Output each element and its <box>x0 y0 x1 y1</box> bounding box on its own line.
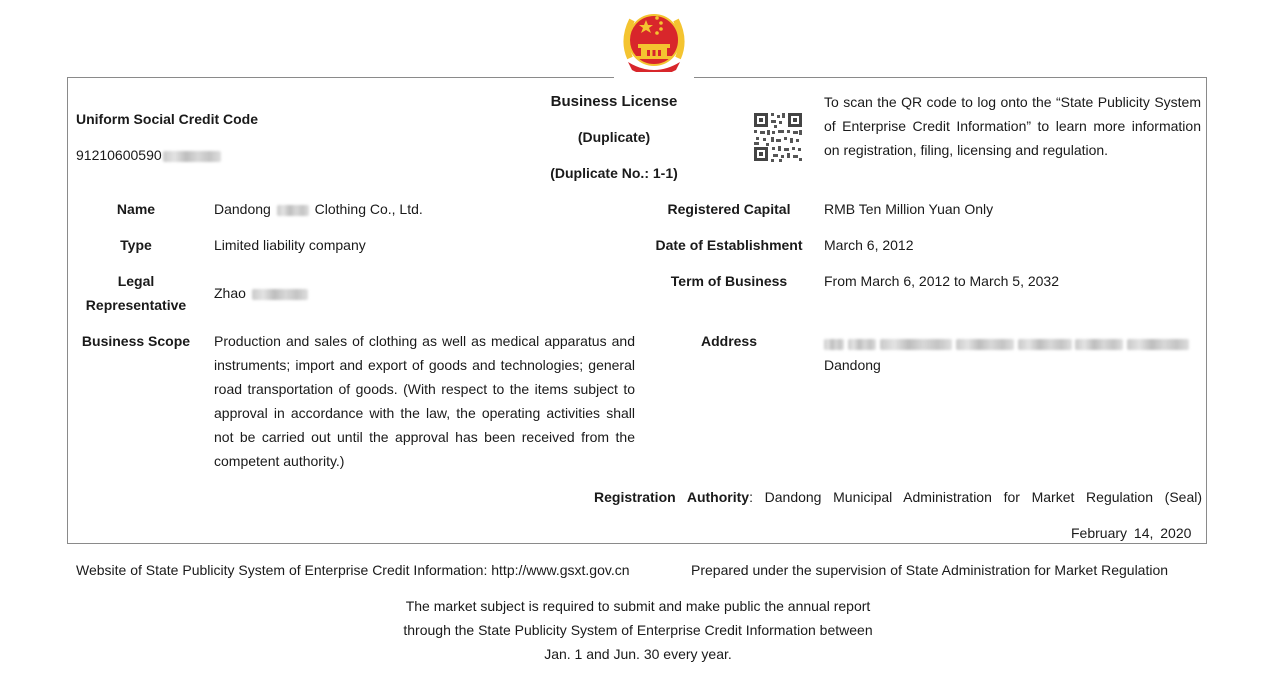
footer-prepared: Prepared under the supervision of State Administration for Market Regulation <box>691 562 1169 578</box>
legal-label-line-1: Legal <box>117 273 155 289</box>
authority-value: : Dandong Municipal Administration for Market Regulation (Seal) <box>749 489 1203 505</box>
footer-website: Website of State Publicity System of Enterprise Credit Information: http://www.gsxt.gov.cn <box>76 562 630 578</box>
legal-value <box>214 285 308 301</box>
note-line-2: through the State Publicity System of Enterprise Credit Information between <box>403 622 873 638</box>
credit-code-redaction <box>163 151 221 162</box>
legal-surname: Zhao <box>214 285 246 301</box>
type-label: Type <box>120 237 152 253</box>
qr-note: To scan the QR code to log onto the “State Publicity System of Enterprise Credit Information” to learn more information on registration, filing, licensing and regulation. <box>824 94 1201 158</box>
term-value: From March 6, 2012 to March 5, 2032 <box>824 273 1059 289</box>
address-value: Dandong <box>824 357 881 373</box>
registration-authority <box>594 489 1202 505</box>
license-title: Business License <box>550 93 678 110</box>
credit-code-digits: 91210600590 <box>76 147 162 163</box>
term-label: Term of Business <box>670 273 788 289</box>
national-emblem-icon <box>620 6 688 76</box>
qr-code-icon[interactable] <box>752 111 804 163</box>
name-suffix: Clothing Co., Ltd. <box>314 201 423 217</box>
capital-label: Registered Capital <box>667 201 791 217</box>
scope-value: Production and sales of clothing as well as medical apparatus and instruments; import and export of goods and technologies; general road transportation of goods. (With respect to the items subject to approval in accordance with the law, the operating activities shall not be carried out until the approval has been received from the competent authority.) <box>214 333 635 469</box>
established-label: Date of Establishment <box>655 237 803 253</box>
annual-report-note <box>330 594 946 666</box>
type-value: Limited liability company <box>214 237 366 253</box>
name-label: Name <box>116 201 156 217</box>
capital-value: RMB Ten Million Yuan Only <box>824 201 994 217</box>
note-line-1: The market subject is required to submit and make public the annual report <box>405 598 871 614</box>
frame-gap <box>614 72 694 82</box>
name-value <box>214 201 423 217</box>
note-line-3: Jan. 1 and Jun. 30 every year. <box>544 646 732 662</box>
authority-date: February 14, 2020 <box>1071 525 1192 541</box>
credit-code-label: Uniform Social Credit Code <box>76 111 259 127</box>
scope-label: Business Scope <box>81 333 191 349</box>
legal-label-line-2: Representative <box>85 297 187 313</box>
authority-label: Registration Authority <box>594 489 750 505</box>
address-redaction <box>824 335 1202 349</box>
name-prefix: Dandong <box>214 201 271 217</box>
credit-code-value <box>76 147 221 163</box>
legal-redaction <box>252 289 308 300</box>
name-redaction <box>277 205 309 216</box>
duplicate-number: (Duplicate No.: 1-1) <box>550 165 678 181</box>
address-label: Address <box>700 333 758 349</box>
license-subtitle: (Duplicate) <box>577 129 651 145</box>
established-value: March 6, 2012 <box>824 237 914 253</box>
